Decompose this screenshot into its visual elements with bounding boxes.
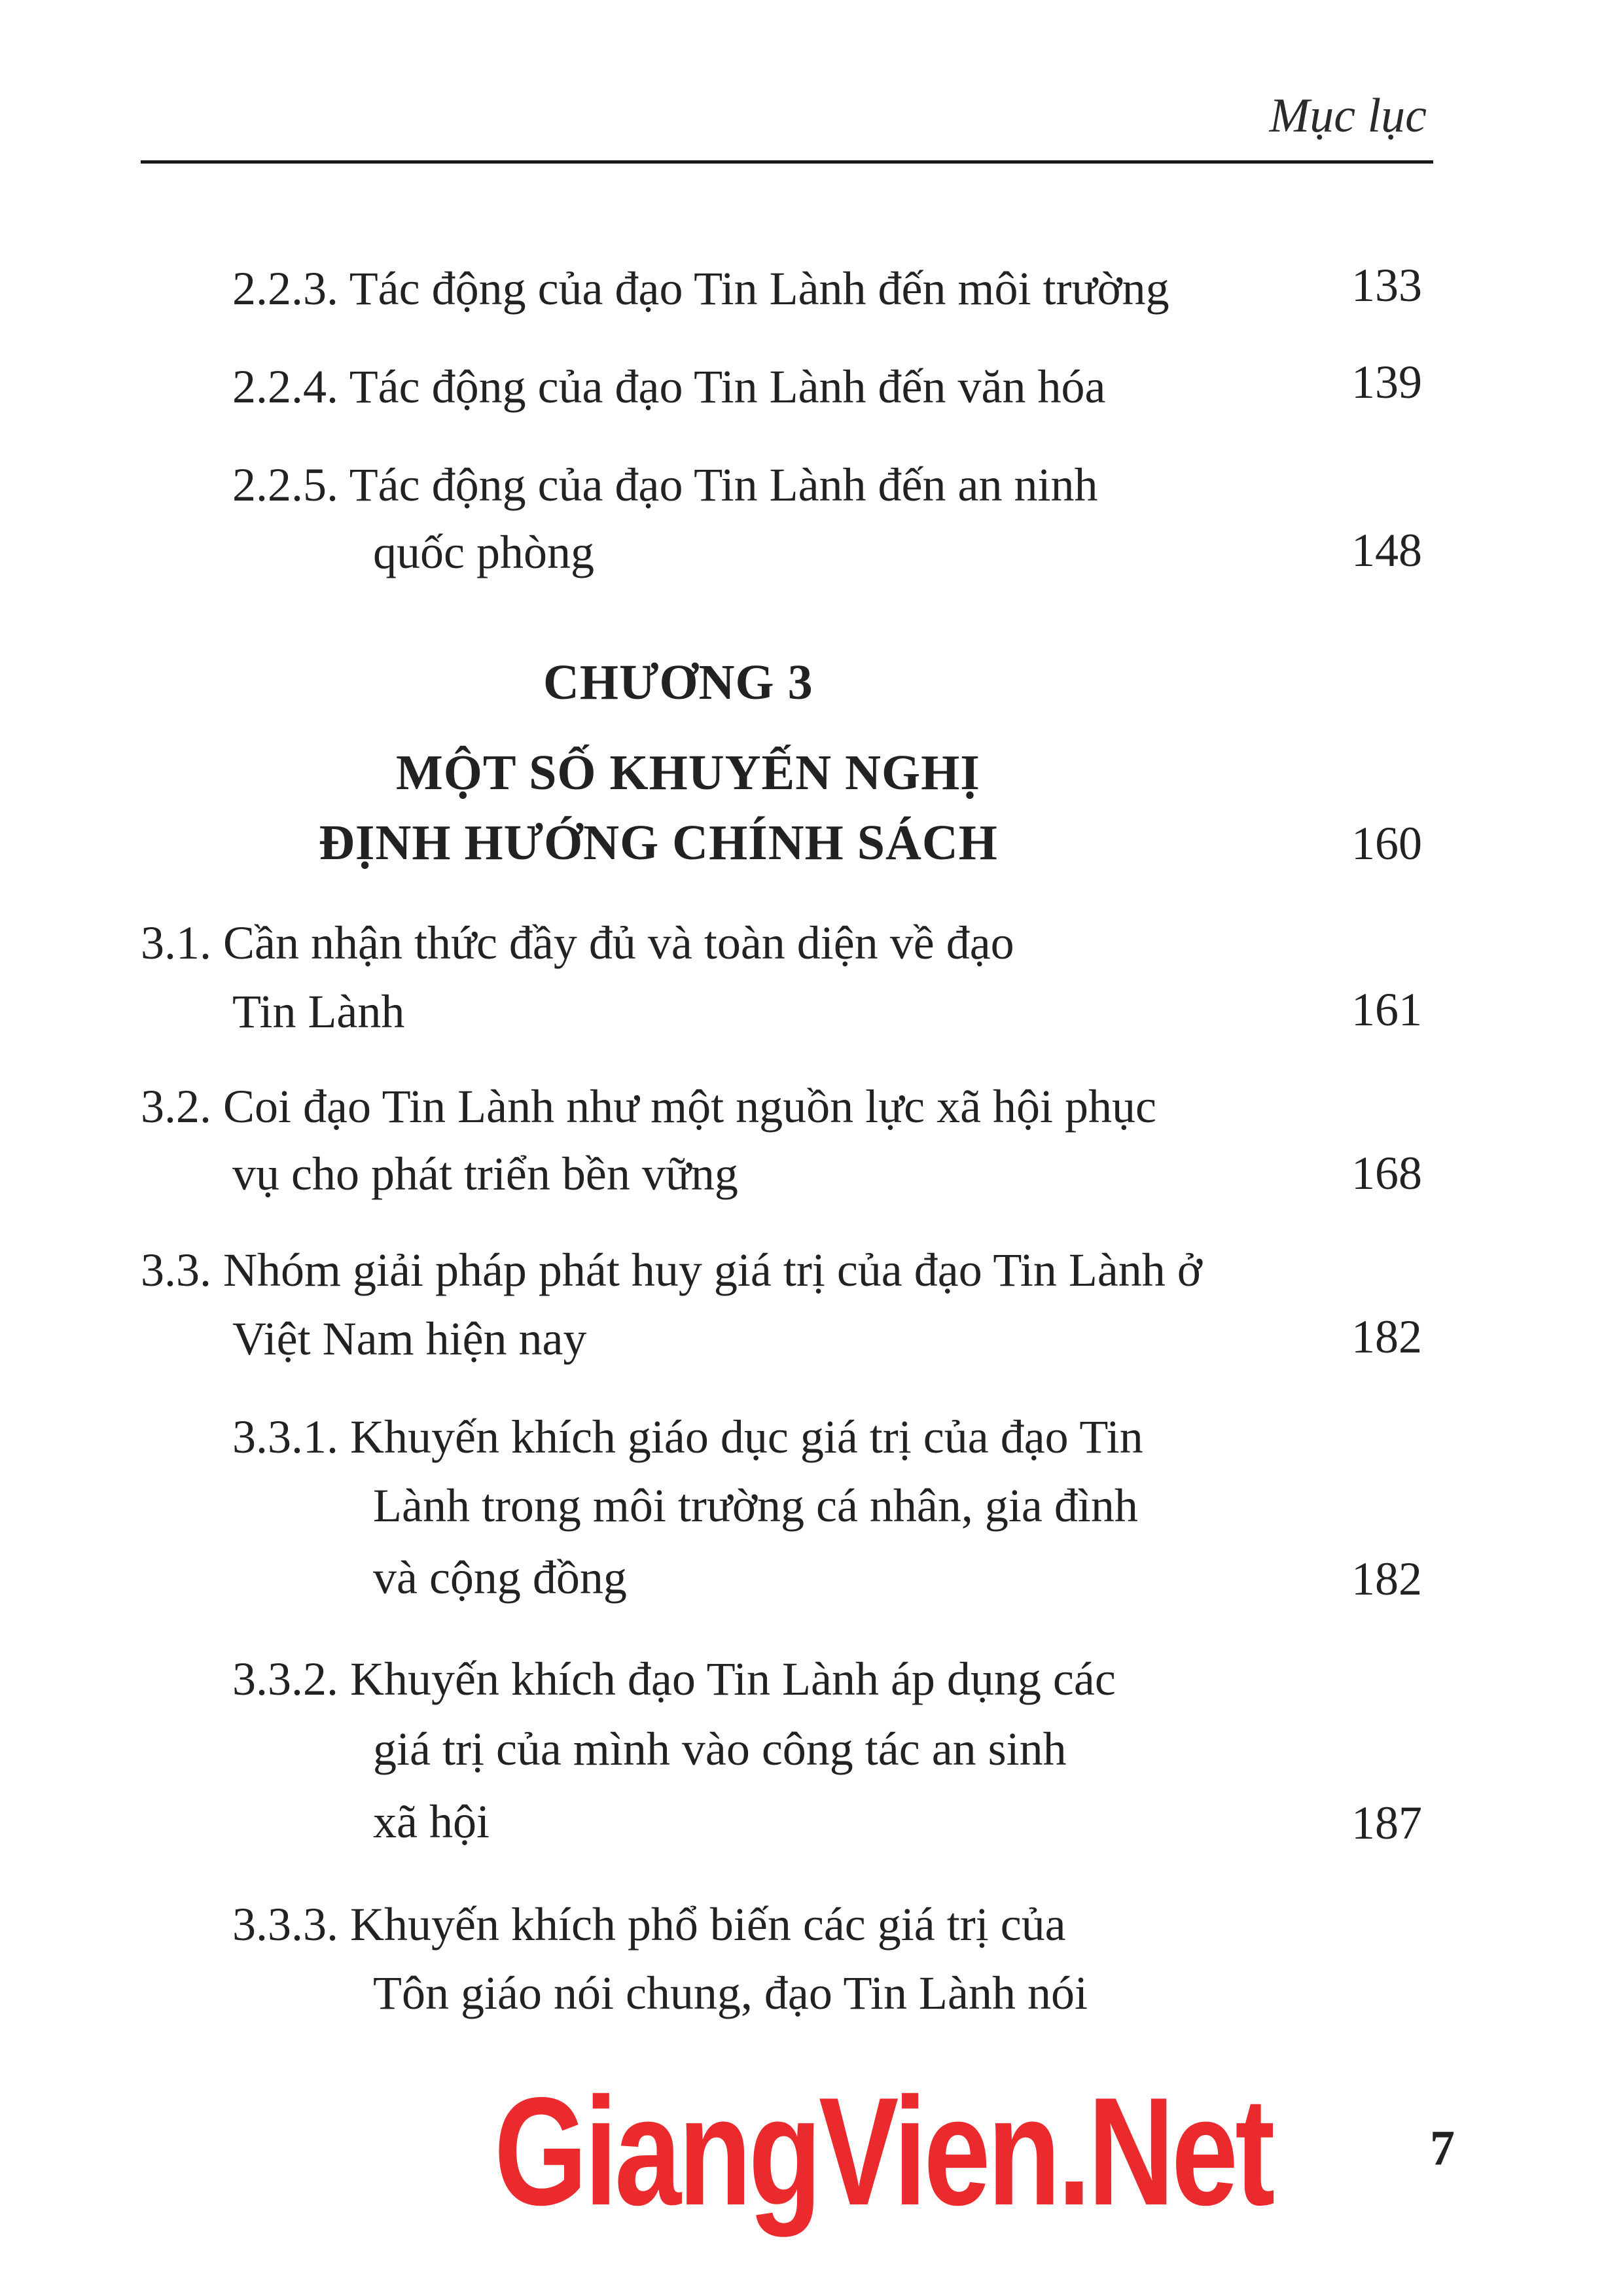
toc-entry-3-1-line2: Tin Lành	[232, 985, 405, 1038]
toc-entry-3-2-line2: vụ cho phát triển bền vững	[232, 1148, 738, 1200]
toc-page-3-1: 161	[1351, 983, 1422, 1036]
toc-page-2-2-5: 148	[1351, 524, 1422, 576]
toc-entry-2-2-3: 2.2.3. Tác động của đạo Tin Lành đến môi trường	[232, 262, 1169, 315]
running-header: Mục lục	[1269, 89, 1427, 143]
toc-entry-3-3-2-line2: giá trị của mình vào công tác an sinh	[373, 1723, 1067, 1775]
toc-entry-2-2-4: 2.2.4. Tác động của đạo Tin Lành đến văn hóa	[232, 361, 1106, 413]
toc-page-3-3-2: 187	[1351, 1797, 1422, 1849]
toc-entry-2-2-5-line2: quốc phòng	[373, 526, 594, 578]
toc-entry-3-3-3-line2: Tôn giáo nói chung, đạo Tin Lành nói	[373, 1967, 1088, 2019]
toc-entry-3-3-2-line3: xã hội	[373, 1795, 490, 1848]
toc-entry-3-3-line2: Việt Nam hiện nay	[232, 1313, 587, 1365]
toc-entry-3-3-1-line1: 3.3.1. Khuyến khích giáo dục giá trị của đạo Tin	[232, 1411, 1143, 1463]
toc-entry-3-2-line1: 3.2. Coi đạo Tin Lành như một nguồn lực xã hội phục	[141, 1080, 1157, 1133]
chapter-label: CHƯƠNG 3	[543, 655, 813, 710]
toc-page-3-3: 182	[1351, 1311, 1422, 1363]
toc-entry-3-3-line1: 3.3. Nhóm giải pháp phát huy giá trị của đạo Tin Lành ở	[141, 1244, 1202, 1296]
watermark-logo: GiangVien.Net	[494, 2065, 1272, 2237]
toc-entry-3-3-3-line1: 3.3.3. Khuyến khích phổ biến các giá trị của	[232, 1898, 1066, 1951]
toc-page-3-3-1: 182	[1351, 1553, 1422, 1605]
toc-entry-3-1-line1: 3.1. Cần nhận thức đầy đủ và toàn diện về đạo	[141, 917, 1014, 969]
toc-entry-2-2-5-line1: 2.2.5. Tác động của đạo Tin Lành đến an ninh	[232, 459, 1098, 511]
chapter-page: 160	[1351, 817, 1422, 870]
toc-page-2-2-3: 133	[1351, 259, 1422, 311]
toc-entry-3-3-1-line3: và cộng đồng	[373, 1551, 627, 1604]
chapter-title-line2: ĐỊNH HƯỚNG CHÍNH SÁCH	[319, 815, 998, 870]
header-rule	[141, 160, 1433, 164]
chapter-title-line1: MỘT SỐ KHUYẾN NGHỊ	[396, 745, 980, 800]
toc-page-3-2: 168	[1351, 1147, 1422, 1199]
toc-page-2-2-4: 139	[1351, 356, 1422, 408]
toc-entry-3-3-2-line1: 3.3.2. Khuyến khích đạo Tin Lành áp dụng các	[232, 1653, 1116, 1705]
toc-entry-3-3-1-line2: Lành trong môi trường cá nhân, gia đình	[373, 1479, 1138, 1532]
page-number: 7	[1430, 2121, 1455, 2176]
